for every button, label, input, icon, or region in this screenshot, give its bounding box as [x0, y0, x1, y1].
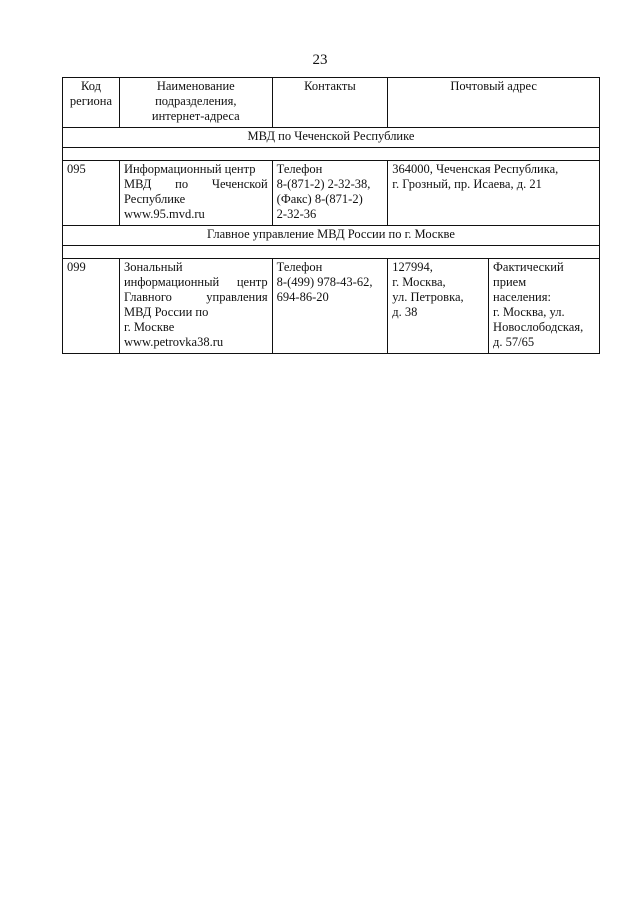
section-title: Главное управление МВД России по г. Москве — [63, 226, 600, 246]
section-title-row — [63, 226, 600, 246]
name-cell: Информационный центр МВД по Чеченской Республике www.95.mvd.ru — [119, 161, 272, 226]
table-row — [63, 259, 600, 354]
region-code-cell: 099 — [63, 259, 120, 354]
section-title: МВД по Чеченской Республике — [63, 128, 600, 148]
reception-address-cell: Фактический прием населения: г. Москва, ул. Новослободская, д. 57/65 — [489, 259, 600, 354]
table-row — [63, 161, 600, 226]
region-code-cell: 095 — [63, 161, 120, 226]
table-header-row — [63, 78, 600, 128]
header-region-code: Код региона — [63, 78, 120, 128]
header-name: Наименование подразделения, интернет-адреса — [119, 78, 272, 128]
website-link[interactable]: www.petrovka38.ru — [123, 335, 224, 349]
contacts-cell: Телефон 8-(499) 978-43-62, 694-86-20 — [272, 259, 388, 354]
contacts-cell: Телефон 8-(871-2) 2-32-38, (Факс) 8-(871-2) 2-32-36 — [272, 161, 388, 226]
section-spacer-row — [63, 148, 600, 161]
header-postal-address: Почтовый адрес — [388, 78, 600, 128]
page-number: 23 — [312, 52, 328, 68]
postal-address-cell: 127994, г. Москва, ул. Петровка, д. 38 — [388, 259, 489, 354]
website-link[interactable]: www.95.mvd.ru — [123, 207, 205, 221]
name-cell: Зональный информационный центр Главного управления МВД России по г. Москве www.petrovka38.ru — [119, 259, 272, 354]
section-spacer-row — [63, 246, 600, 259]
section-title-row — [63, 128, 600, 148]
header-contacts: Контакты — [272, 78, 388, 128]
postal-address-cell: 364000, Чеченская Республика, г. Грозный, пр. Исаева, д. 21 — [388, 161, 600, 226]
contacts-table — [62, 77, 600, 354]
